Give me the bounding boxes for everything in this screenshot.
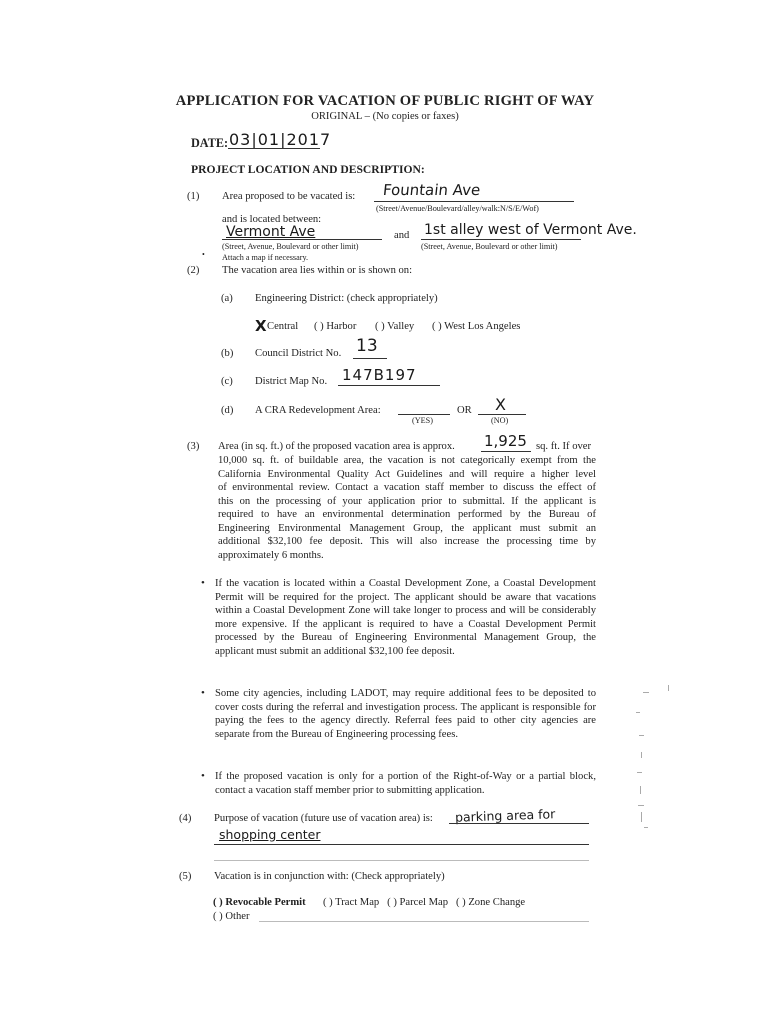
- item3-line: California Environmental Quality Act Guidelines and will require a higher level: [218, 468, 596, 480]
- district-map-value: 147B197: [342, 366, 417, 384]
- item3-line: Engineering Environmental Management Group, the applicant must submit an: [218, 522, 596, 534]
- item2d-letter: (d): [221, 405, 234, 416]
- bullet-marker: •: [201, 687, 205, 699]
- page-subtitle: ORIGINAL – (No copies or faxes): [311, 111, 459, 122]
- scan-artifact: [641, 752, 642, 758]
- map-note-bullet: •: [202, 250, 205, 259]
- map-zone-options[interactable]: ( ) Tract Map ( ) Parcel Map ( ) Zone Change: [323, 897, 526, 908]
- date-value: 03|01|2017: [229, 130, 332, 149]
- scan-artifact: [638, 805, 644, 806]
- item4-label: Purpose of vacation (future use of vacation area) is:: [214, 813, 433, 824]
- coastal-zone-paragraph: If the vacation is located within a Coastal Development Zone, a Coastal Development Permit will be required for the project. The applicant should be aware that vacations within a Coastal Development Zone will take longer to process and will be considerably more expensive. If the applicant is required to have a Coastal Development Permit processed by the Bureau of Engineering Environmental Management Group, the applicant must submit an additional $32,100 fee deposit.: [215, 578, 596, 657]
- item1-street1-value: Vermont Ave: [226, 224, 316, 240]
- item2b-label: Council District No.: [255, 348, 342, 359]
- item3-paragraph: [218, 454, 596, 562]
- item2b-letter: (b): [221, 348, 234, 359]
- item1-label: Area proposed to be vacated is:: [222, 191, 356, 202]
- bullet-marker: •: [201, 770, 205, 782]
- item3-line: of environmental review. Contact a vacation staff member to discuss the effect of: [218, 482, 596, 494]
- district-harbor-option[interactable]: ( ) Harbor: [314, 321, 357, 332]
- item1-value-hint: (Street/Avenue/Boulevard/alley/walk:N/S/E/Wof): [376, 204, 539, 213]
- item1-street1-line: [222, 239, 382, 240]
- item1-street1-hint: (Street, Avenue, Boulevard or other limit): [222, 242, 359, 251]
- scan-artifact: [668, 685, 669, 691]
- item3-lead: Area (in sq. ft.) of the proposed vacation area is approx.: [218, 441, 455, 452]
- item1-map-note: Attach a map if necessary.: [222, 253, 309, 262]
- item3-area-line: [481, 451, 531, 452]
- item2d-label: A CRA Redevelopment Area:: [255, 405, 381, 416]
- scan-artifact: [644, 827, 648, 828]
- scan-artifact: [639, 735, 644, 736]
- bullet-marker: •: [201, 577, 205, 589]
- district-west-la-option[interactable]: ( ) West Los Angeles: [432, 321, 521, 332]
- item1-value-line: [374, 201, 574, 202]
- item1-street2-hint: (Street, Avenue, Boulevard or other limit): [421, 242, 558, 251]
- cra-yes-line: [398, 414, 450, 415]
- section-heading: PROJECT LOCATION AND DESCRIPTION:: [191, 163, 425, 176]
- item1-vacated-area-value: Fountain Ave: [382, 181, 482, 199]
- cra-yes-caption: (YES): [412, 416, 433, 425]
- item2-label: The vacation area lies within or is shown on:: [222, 265, 413, 276]
- cra-no-caption: (NO): [491, 416, 509, 425]
- item4-purpose-value-1: parking area for: [454, 806, 556, 825]
- district-central-option[interactable]: Central: [267, 321, 299, 332]
- cra-or-label: OR: [457, 405, 472, 416]
- other-option[interactable]: ( ) Other: [213, 911, 250, 922]
- partial-block-paragraph: If the proposed vacation is only for a portion of the Right-of-Way or a partial block, contact a vacation staff member prior to submitting application.: [215, 771, 596, 796]
- item3-line: 10,000 sq. ft. of buildable area, the vacation is not categorically exempt from the: [218, 455, 596, 466]
- item4-number: (4): [179, 813, 192, 824]
- central-checkmark: X: [255, 317, 267, 335]
- date-line: [228, 148, 320, 149]
- item1-street2-value: 1st alley west of Vermont Ave.: [424, 222, 637, 238]
- item3-line: this on the processing of your application prior to submittal. If the applicant is: [218, 495, 596, 507]
- scan-artifact: [643, 692, 649, 693]
- item3-line: required to have an environmental determination performed by the Bureau of: [218, 509, 596, 521]
- scan-artifact: [636, 712, 640, 713]
- item2c-letter: (c): [221, 376, 233, 387]
- item1-street2-line: [421, 239, 581, 240]
- item4-line-1: [449, 823, 589, 824]
- scan-artifact: [640, 786, 641, 794]
- page-title: APPLICATION FOR VACATION OF PUBLIC RIGHT OF WAY: [175, 93, 595, 109]
- item4-purpose-value-2: shopping center: [219, 827, 321, 842]
- item3-number: (3): [187, 441, 200, 452]
- item4-line-2: [214, 844, 589, 845]
- item3-line: additional $32,100 fee deposit. This will also increase the processing time by: [218, 536, 596, 548]
- district-valley-option[interactable]: ( ) Valley: [375, 321, 415, 332]
- item5-label: Vacation is in conjunction with: (Check appropriately): [214, 871, 445, 882]
- revocable-permit-option[interactable]: ( ) Revocable Permit: [213, 897, 306, 908]
- item3-area-value: 1,925: [484, 432, 527, 450]
- council-district-value: 13: [356, 336, 378, 356]
- item2c-label: District Map No.: [255, 376, 328, 387]
- item2a-letter: (a): [221, 293, 233, 304]
- item1-between-label: and is located between:: [222, 214, 322, 225]
- date-label: DATE:: [191, 136, 229, 150]
- item3-line: approximately 6 months.: [218, 549, 324, 561]
- item2-number: (2): [187, 265, 200, 276]
- item2a-label: Engineering District: (check appropriately): [255, 293, 438, 304]
- item4-line-3: [214, 860, 589, 861]
- district-map-line: [338, 385, 440, 386]
- cra-no-mark: X: [495, 395, 506, 414]
- agency-fees-paragraph: Some city agencies, including LADOT, may require additional fees to be deposited to cover costs during the referral and investigation process. The applicant is responsible for paying the fees to the agency directly. Referral fees paid to other city agencies are separate from the Bureau of Engineering processing fees.: [215, 688, 596, 740]
- scan-artifact: [637, 772, 642, 773]
- item1-number: (1): [187, 191, 200, 202]
- other-line: [259, 921, 589, 922]
- council-district-line: [353, 358, 387, 359]
- scan-artifact: [641, 812, 642, 822]
- item3-tail: sq. ft. If over: [536, 441, 592, 452]
- item1-and-label: and: [394, 230, 410, 241]
- cra-no-line: [478, 414, 526, 415]
- item5-number: (5): [179, 871, 192, 882]
